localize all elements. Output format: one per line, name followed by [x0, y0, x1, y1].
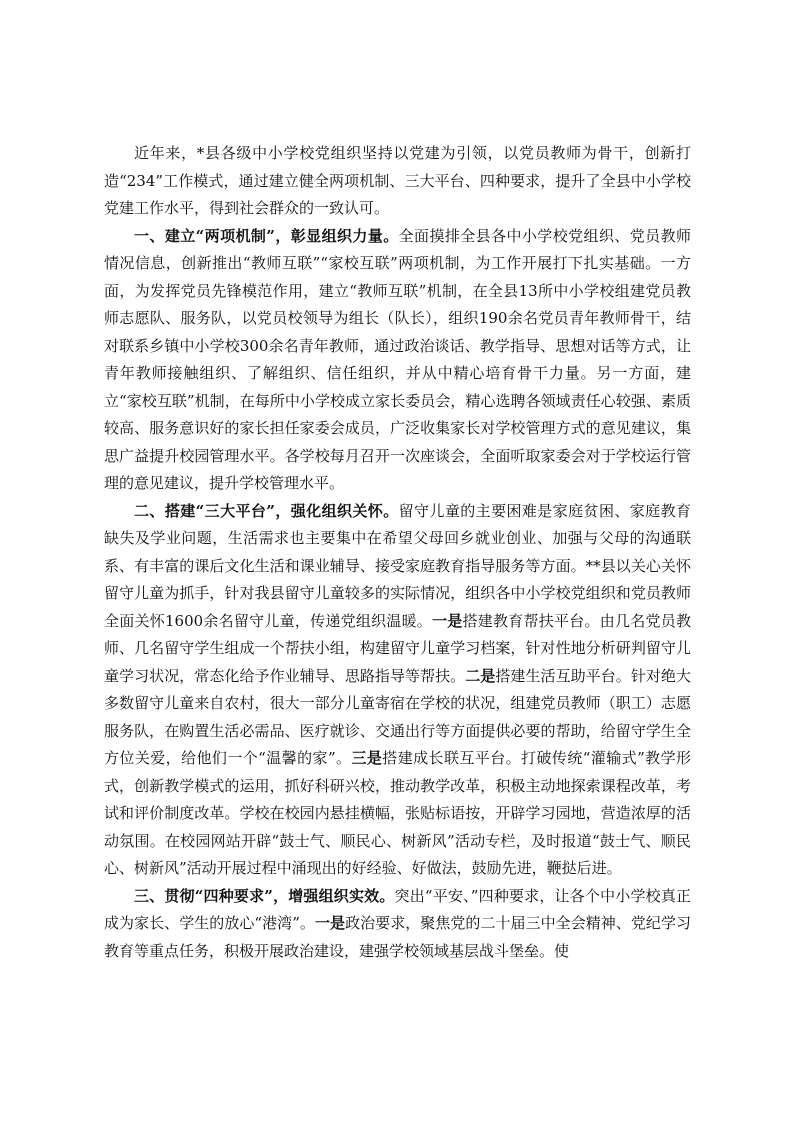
paragraph-intro: [104, 140, 691, 223]
section-heading: 一、建立“两项机制”，彰显组织力量。: [134, 226, 399, 245]
paragraph-text: 近年来，*县各级中小学校党组织坚持以党建为引领，以党员教师为骨干，创新打造“234”工作模式，通过建立健全两项机制、三大平台、四种要求，提升了全县中小学校党建工作水平，得到社会群众的一致认可。: [104, 144, 691, 217]
paragraph-text: 留守儿童的主要困难是家庭贫困、家庭教育缺失及学业问题，生活需求也主要集中在希望父母回乡就业创业、加强与父母的沟通联系、有丰富的课后文化生活和课业辅导、接受家庭教育指导服务等方面。**县以关心关怀留守儿童为抓手，针对我县留守儿童较多的实际情况，组织各中小学校党组织和党员教师全面关怀1600余名留守儿童，传递党组织温暖。: [104, 501, 691, 630]
point-label: 三是: [351, 749, 383, 767]
paragraph-text: 搭建教育帮扶平台。由几名党员教师、几名留守学生组成一个帮扶小组，构建留守儿童学习档案，针对性地分析研判留守儿童学习状况，常态化给予作业辅导、思路指导等帮扶。: [104, 611, 691, 685]
point-label: 二是: [465, 666, 496, 685]
paragraph-text: 突出“平安、”四种要求，让各个中小学校真正成为家长、学生的放心“港湾”。: [104, 886, 691, 932]
paragraph-section-3: [104, 883, 691, 966]
paragraph-text: 搭建生活互助平台。针对绝大多数留守儿童来自农村，很大一部分儿童寄宿在学校的状况，组建党员教师（职工）志愿服务队，在购置生活必需品、医疗就诊、交通出行等方面提供必要的帮助，给留守学生全方位关爱，给他们一个“温馨的家”。: [104, 666, 691, 767]
point-label: 一是: [432, 611, 463, 630]
paragraph-text: 搭建成长联互平台。打破传统“灌输式”教学形式，创新教学模式的运用，抓好科研兴校，推动教学改革，积极主动地探索课程改革，考试和评价制度改革。学校在校园内悬挂横幅，张贴标语按，开辟学习园地，营造浓厚的活动氛围。在校园网站开辟“鼓士气、顺民心、树新风”活动专栏，及时报道“鼓士气、顺民心、树新风”活动开展过程中涌现出的好经验、好做法，鼓励先进，鞭挞后进。: [104, 749, 691, 877]
paragraph-text: 政治要求，聚焦党的二十届三中全会精神、党纪学习教育等重点任务，积极开展政治建设，建强学校领域基层战斗堡垒。使: [104, 914, 691, 960]
paragraph-section-2: [104, 498, 691, 883]
document-body: [104, 140, 691, 965]
paragraph-section-1: [104, 223, 691, 498]
section-heading: 三、贯彻“四种要求”，增强组织实效。: [134, 886, 395, 905]
paragraph-text: 全面摸排全县各中小学校党组织、党员教师情况信息，创新推出“教师互联”“家校互联”两项机制，为工作开展打下扎实基础。一方面，为发挥党员先锋模范作用，建立“教师互联”机制，在全县13所中小学校组建党员教师志愿队、服务队，以党员校领导为组长（队长），组织190余名党员青年教师骨干，结对联系乡镇中小学校300余名青年教师，通过政治谈话、教学指导、思想对话等方式，让青年教师接触组织、了解组织、信任组织，并从中精心培育骨干力量。另一方面，建立“家校互联”机制，在每所中小学校成立家长委员会，精心选聘各领域责任心较强、素质较高、服务意识好的家长担任家委会成员，广泛收集家长对学校管理方式的意见建议，集思广益提升校园管理水平。各学校每月召开一次座谈会，全面听取家委会对于学校运行管理的意见建议，提升学校管理水平。: [104, 226, 691, 492]
point-label: 一是: [314, 914, 346, 932]
section-heading: 二、搭建“三大平台”，强化组织关怀。: [134, 501, 399, 520]
